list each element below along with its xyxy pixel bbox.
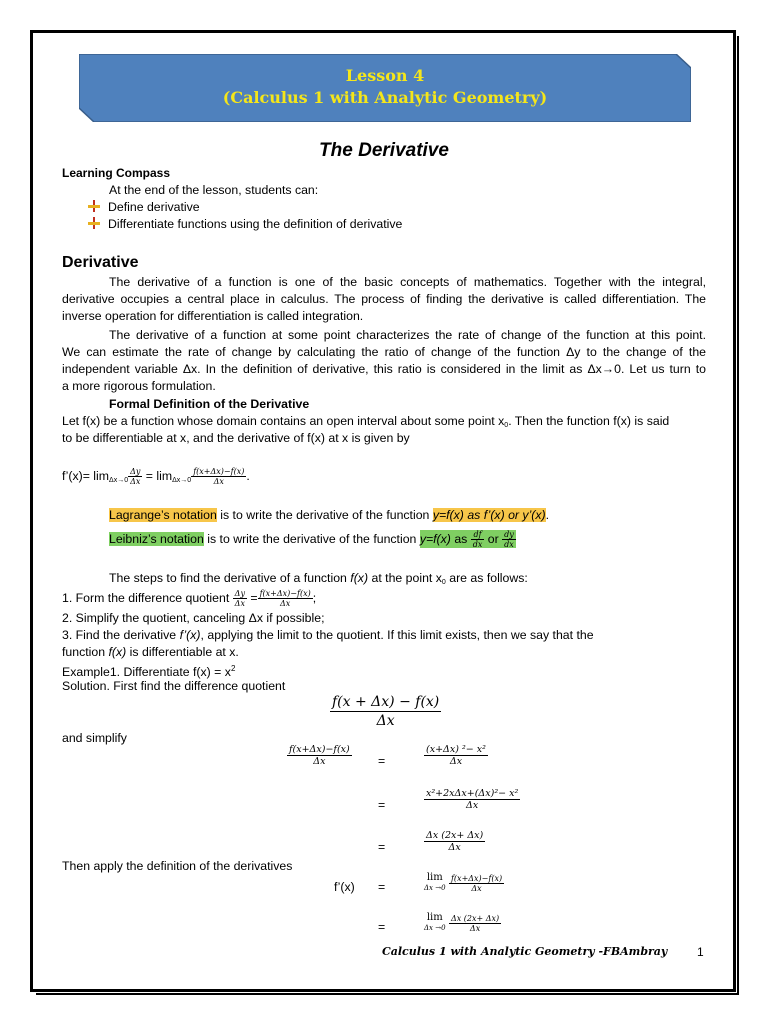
paragraph-line: a more rigorous formulation.	[62, 379, 216, 393]
example-1: Example1. Differentiate $f(x) = x^2$	[62, 664, 236, 680]
paragraph-line: independent variable Δx. In the definition of derivative, this ratio is considered in the limit as Δx→0. Let us turn to	[62, 362, 706, 376]
equation-lhs: $\frac{f(x+\Delta x)-f(x)}{\Delta x}$	[289, 744, 350, 767]
equals-sign: =	[378, 798, 386, 812]
equation-rhs: $\frac{\Delta x (2x+ \Delta x)}{\Delta x}$	[426, 830, 484, 853]
learning-compass-heading: Learning Compass	[62, 166, 171, 180]
paragraph-line: derivative occupies a central place in calculus. The process of finding the derivative is called differentiation. The	[62, 292, 706, 306]
equals-sign: =	[378, 840, 386, 854]
difference-quotient-display: $\frac{f(x + \Delta x) - f(x)}{\Delta x}$	[332, 694, 440, 729]
paragraph-line: inverse operation for differentiation is called integration.	[62, 309, 364, 323]
footer-course-author: Calculus 1 with Analytic Geometry -FBAmbray	[382, 945, 668, 958]
steps-intro: The steps to find the derivative of a function f(x) at the point $x_0$ are as follows:	[109, 571, 528, 586]
banner-course-title: (Calculus 1 with Analytic Geometry)	[222, 88, 548, 107]
leibniz-notation-line: Leibniz’s notation is to write the derivative of the function y=f(x) as $\frac{df}{dx}$ or $\frac{dy}{dx}$	[109, 530, 514, 550]
page-title: The Derivative	[319, 140, 449, 161]
f-prime-lhs: f’(x)	[334, 880, 355, 894]
page-number: 1	[697, 945, 704, 959]
apply-definition-line: Then apply the definition of the derivatives	[62, 859, 293, 873]
equals-sign: =	[378, 920, 386, 934]
limit-expression: lim Δx →0 $\frac{\Delta x (2x+ \Delta x)}{\Delta x}$	[424, 912, 500, 933]
limit-expression: lim Δx →0 $\frac{f(x+\Delta x)-f(x)}{\Delta x}$	[424, 872, 503, 893]
leibniz-label: Leibniz’s notation	[109, 532, 204, 546]
bullet-icon	[88, 200, 100, 212]
equals-sign: =	[378, 754, 386, 768]
and-simplify: and simplify	[62, 731, 127, 745]
step-3: 3. Find the derivative f’(x), applying the limit to the quotient. If this limit exists, then we say that the	[62, 628, 594, 642]
equation-rhs: $\frac{\text{(x+Δx) ²− x²}}{\Delta x}$	[426, 744, 486, 767]
step-1: 1. Form the difference quotient $\frac{\Delta y}{\Delta x}$ = $\frac{f(x+\Delta x)-f(x)}{\Delta x}$ ;	[62, 589, 317, 609]
equation-rhs: $\frac{\text{x²+2xΔx+(Δx)²− x²}}{\Delta x}$	[426, 788, 519, 811]
lagrange-label: Lagrange’s notation	[109, 508, 217, 522]
list-item: Differentiate functions using the definition of derivative	[88, 216, 402, 232]
bullet-icon	[88, 217, 100, 229]
learning-compass-intro: At the end of the lesson, students can:	[109, 183, 319, 197]
paragraph-line: The derivative of a function is one of the basic concepts of mathematics. Together with the integral,	[109, 275, 706, 289]
solution-line: Solution. First find the difference quotient	[62, 679, 286, 693]
lesson-banner	[79, 54, 691, 122]
paragraph-line: We can estimate the rate of change by calculating the ratio of change of the function Δy to the change of the	[62, 345, 706, 359]
paragraph-line: The derivative of a function at some point characterizes the rate of change of the function at this point.	[109, 328, 706, 342]
equals-sign: =	[378, 880, 386, 894]
paragraph-line: to be differentiable at x, and the derivative of f(x) at x is given by	[62, 431, 410, 445]
paragraph-line: Let f(x) be a function whose domain contains an open interval about some point $x_0$. Then the function f(x) is said	[62, 414, 670, 429]
step-3-cont: function f(x) is differentiable at x.	[62, 645, 239, 659]
banner-lesson-number: Lesson 4	[345, 66, 425, 85]
lagrange-notation-line: Lagrange’s notation is to write the derivative of the function y=f(x) as f’(x) or y’(x).	[109, 508, 550, 522]
formal-definition-heading: Formal Definition of the Derivative	[109, 397, 310, 411]
derivative-definition-formula: f’(x)= $\lim_{\Delta x\to 0}$ $\frac{\Delta y}{\Delta x}$ = $\lim_{\Delta x\to 0}$ $\frac{f(x+\Delta x)-f(x)}{\Delta x}$ .	[62, 467, 250, 487]
step-2: 2. Simplify the quotient, canceling Δx if possible;	[62, 611, 325, 625]
list-item: Define derivative	[88, 199, 200, 215]
section-heading-derivative: Derivative	[62, 254, 139, 271]
